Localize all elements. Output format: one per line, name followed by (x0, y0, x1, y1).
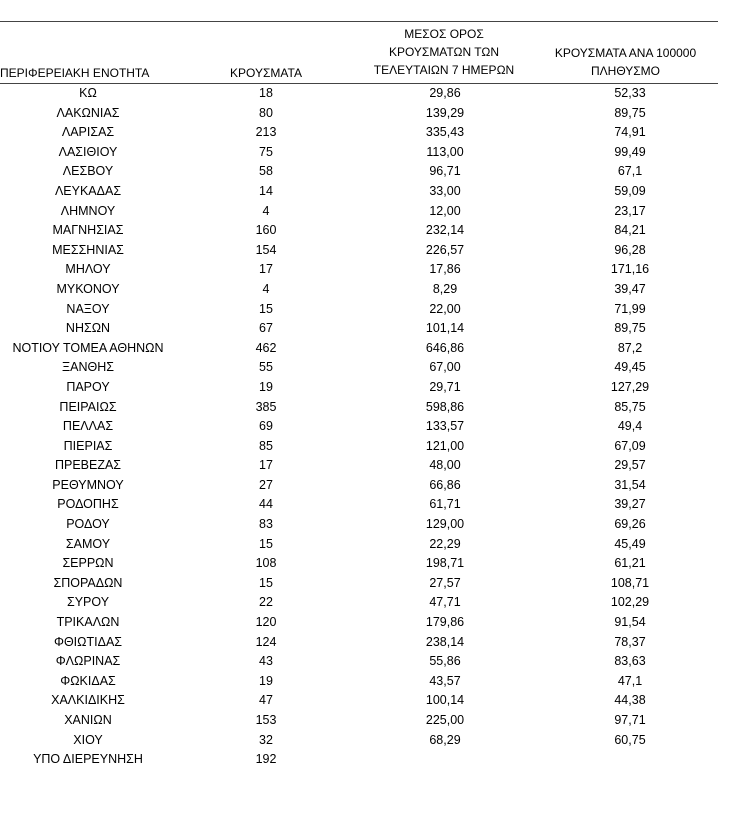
cell-7day-average: 226,57 (425, 242, 465, 257)
cell-cases: 55 (259, 360, 273, 375)
header-7day-average-line: ΤΕΛΕΥΤΑΙΩΝ 7 ΗΜΕΡΩΝ (373, 63, 515, 77)
cell-region: ΠΑΡΟΥ (66, 379, 110, 394)
cell-7day-average: 48,00 (429, 458, 461, 473)
cell-7day-average: 646,86 (425, 340, 465, 355)
cell-per-100k: 89,75 (614, 105, 646, 120)
cell-cases: 153 (255, 713, 277, 727)
cell-per-100k: 171,16 (610, 262, 650, 277)
cell-7day-average: 43,57 (429, 673, 461, 688)
cell-7day-average: 29,71 (429, 379, 461, 394)
cell-cases: 32 (259, 732, 273, 747)
cell-region: ΚΩ (79, 86, 97, 100)
cell-cases: 14 (259, 183, 273, 198)
table-row (0, 750, 734, 770)
cell-7day-average: 17,86 (429, 262, 461, 277)
table-row (0, 574, 734, 594)
cell-region: ΡΟΔΟΠΗΣ (57, 497, 119, 512)
cell-region: ΧΑΝΙΩΝ (64, 713, 112, 727)
cell-region: ΥΠΟ ΔΙΕΡΕΥΝΗΣΗ (33, 752, 143, 767)
table-row (0, 182, 734, 202)
cell-region: ΛΑΣΙΘΙΟΥ (58, 144, 118, 159)
cell-cases: 4 (262, 281, 270, 296)
cell-per-100k: 87,2 (617, 340, 643, 355)
cell-cases: 120 (255, 615, 277, 630)
cell-7day-average: 129,00 (425, 517, 465, 532)
header-7day-average-line: ΜΕΣΟΣ ΟΡΟΣ (404, 27, 484, 41)
table-row (0, 535, 734, 555)
table-row (0, 672, 734, 692)
cell-cases: 75 (259, 144, 273, 159)
cell-region: ΜΕΣΣΗΝΙΑΣ (52, 242, 124, 257)
cell-7day-average: 335,43 (425, 125, 465, 140)
cell-per-100k: 67,1 (617, 164, 643, 179)
cell-region: ΣΠΟΡΑΔΩΝ (53, 575, 123, 590)
header-per-100k (533, 44, 718, 80)
cell-7day-average: 33,00 (429, 183, 461, 198)
cell-region: ΞΑΝΘΗΣ (62, 360, 114, 375)
table-row (0, 260, 734, 280)
table-row (0, 300, 734, 320)
cell-per-100k: 69,26 (614, 517, 646, 532)
cell-region: ΦΛΩΡΙΝΑΣ (55, 654, 121, 669)
cell-per-100k: 67,09 (614, 438, 646, 453)
cell-per-100k: 47,1 (617, 673, 643, 688)
cell-cases: 17 (259, 262, 273, 277)
cell-7day-average: 8,29 (432, 281, 458, 296)
cell-per-100k: 83,63 (614, 654, 646, 669)
table-row (0, 495, 734, 515)
cell-region: ΤΡΙΚΑΛΩΝ (56, 615, 120, 630)
header-7day-average (360, 25, 528, 79)
cell-per-100k: 39,47 (614, 281, 646, 296)
table-row (0, 319, 734, 339)
cell-7day-average: 238,14 (425, 634, 465, 649)
cell-cases: 15 (259, 536, 273, 551)
cell-region: ΛΕΣΒΟΥ (62, 164, 114, 179)
cell-cases: 124 (255, 634, 277, 649)
cell-region: ΜΗΛΟΥ (65, 262, 111, 277)
table-row (0, 691, 734, 711)
cell-7day-average: 67,00 (429, 360, 461, 375)
cell-cases: 154 (255, 242, 277, 257)
cell-7day-average: 198,71 (425, 556, 465, 571)
cell-region: ΣΥΡΟΥ (66, 595, 110, 610)
cell-region: ΠΡΕΒΕΖΑΣ (54, 458, 122, 473)
header-cases: ΚΡΟΥΣΜΑΤΑ (230, 66, 302, 80)
header-per-100k-line: ΚΡΟΥΣΜΑΤΑ ΑΝΑ 100000 (554, 46, 697, 60)
table-row (0, 593, 734, 613)
cell-per-100k: 31,54 (614, 477, 646, 492)
cell-7day-average: 22,29 (429, 536, 461, 551)
cell-per-100k: 44,38 (614, 693, 646, 708)
header-per-100k-line: ΠΛΗΘΥΣΜΟ (590, 64, 661, 78)
table-row (0, 515, 734, 535)
cell-region: ΛΕΥΚΑΔΑΣ (54, 183, 122, 198)
cell-region: ΡΕΘΥΜΝΟΥ (52, 477, 124, 492)
cell-per-100k: 84,21 (614, 223, 646, 238)
cell-cases: 43 (259, 654, 273, 669)
cell-cases: 22 (259, 595, 273, 610)
cell-per-100k: 52,33 (614, 86, 646, 100)
cell-7day-average: 225,00 (425, 713, 465, 727)
cell-region: ΧΙΟΥ (73, 732, 103, 747)
cell-region: ΧΑΛΚΙΔΙΚΗΣ (51, 693, 125, 708)
cell-cases: 160 (255, 223, 277, 238)
cell-7day-average: 68,29 (429, 732, 461, 747)
table-row (0, 241, 734, 261)
header-region: ΠΕΡΙΦΕΡΕΙΑΚΗ ΕΝΟΤΗΤΑ (0, 66, 150, 80)
cell-cases: 67 (259, 321, 273, 336)
table-row (0, 221, 734, 241)
cell-per-100k: 127,29 (610, 379, 650, 394)
table-row (0, 633, 734, 653)
cell-region: ΠΙΕΡΙΑΣ (63, 438, 113, 453)
table-row (0, 202, 734, 222)
table-row (0, 143, 734, 163)
cell-cases: 108 (255, 556, 277, 571)
table-body (0, 84, 734, 770)
cell-cases: 27 (259, 477, 273, 492)
table-row (0, 104, 734, 124)
cell-7day-average: 66,86 (429, 477, 461, 492)
header-7day-average-line: ΚΡΟΥΣΜΑΤΩΝ ΤΩΝ (388, 45, 500, 59)
cell-7day-average: 61,71 (429, 497, 461, 512)
cell-per-100k: 61,21 (614, 556, 646, 571)
cell-region: ΦΘΙΩΤΙΔΑΣ (53, 634, 123, 649)
cell-region: ΛΑΚΩΝΙΑΣ (56, 105, 120, 120)
cell-per-100k: 71,99 (614, 301, 646, 316)
cell-per-100k: 96,28 (614, 242, 646, 257)
cell-per-100k: 23,17 (614, 203, 646, 218)
cell-cases: 192 (255, 752, 277, 767)
cell-per-100k: 91,54 (614, 615, 646, 630)
cell-cases: 17 (259, 458, 273, 473)
cell-cases: 18 (259, 86, 273, 100)
cell-cases: 83 (259, 517, 273, 532)
cell-cases: 19 (259, 673, 273, 688)
table-row (0, 554, 734, 574)
cell-7day-average: 22,00 (429, 301, 461, 316)
cell-region: ΛΗΜΝΟΥ (60, 203, 116, 218)
cell-per-100k: 89,75 (614, 321, 646, 336)
cell-cases: 80 (259, 105, 273, 120)
cell-cases: 19 (259, 379, 273, 394)
cell-region: ΠΕΙΡΑΙΩΣ (59, 399, 117, 414)
cell-per-100k: 99,49 (614, 144, 646, 159)
cell-per-100k: 29,57 (614, 458, 646, 473)
cell-per-100k: 59,09 (614, 183, 646, 198)
cell-7day-average: 47,71 (429, 595, 461, 610)
cell-per-100k: 60,75 (614, 732, 646, 747)
cell-region: ΣΕΡΡΩΝ (62, 556, 114, 571)
cell-per-100k: 49,45 (614, 360, 646, 375)
cell-region: ΝΟΤΙΟΥ ΤΟΜΕΑ ΑΘΗΝΩΝ (12, 340, 164, 355)
table-row (0, 456, 734, 476)
cell-per-100k: 74,91 (614, 125, 646, 140)
cell-cases: 15 (259, 301, 273, 316)
cell-7day-average: 55,86 (429, 654, 461, 669)
cell-cases: 4 (262, 203, 270, 218)
cell-7day-average: 101,14 (425, 321, 465, 336)
cell-per-100k: 85,75 (614, 399, 646, 414)
cell-per-100k: 97,71 (614, 713, 646, 727)
cell-region: ΛΑΡΙΣΑΣ (61, 125, 115, 140)
table-row (0, 84, 734, 104)
cell-region: ΦΩΚΙΔΑΣ (60, 673, 116, 688)
cell-region: ΜΑΓΝΗΣΙΑΣ (52, 223, 124, 238)
table-row (0, 378, 734, 398)
cell-per-100k: 108,71 (610, 575, 650, 590)
cell-cases: 385 (255, 399, 277, 414)
table-row (0, 731, 734, 751)
cell-7day-average: 27,57 (429, 575, 461, 590)
cell-cases: 213 (255, 125, 277, 140)
table-row (0, 339, 734, 359)
cell-per-100k: 39,27 (614, 497, 646, 512)
cell-region: ΝΗΣΩΝ (65, 321, 111, 336)
cell-7day-average: 232,14 (425, 223, 465, 238)
cell-cases: 15 (259, 575, 273, 590)
cell-cases: 69 (259, 419, 273, 434)
cell-region: ΜΥΚΟΝΟΥ (56, 281, 120, 296)
cell-7day-average: 139,29 (425, 105, 465, 120)
table-row (0, 358, 734, 378)
cell-7day-average: 598,86 (425, 399, 465, 414)
cell-7day-average: 133,57 (425, 419, 465, 434)
table-row (0, 711, 734, 731)
table-row (0, 280, 734, 300)
table-row (0, 162, 734, 182)
table-row (0, 613, 734, 633)
cell-per-100k: 78,37 (614, 634, 646, 649)
cell-region: ΡΟΔΟΥ (66, 517, 110, 532)
table-row (0, 437, 734, 457)
cell-7day-average: 29,86 (429, 86, 461, 100)
cell-per-100k: 49,4 (617, 419, 643, 434)
table-row (0, 123, 734, 143)
cell-7day-average: 179,86 (425, 615, 465, 630)
table-row (0, 652, 734, 672)
cell-7day-average: 12,00 (429, 203, 461, 218)
cell-region: ΝΑΞΟΥ (66, 301, 110, 316)
cell-cases: 85 (259, 438, 273, 453)
cell-region: ΣΑΜΟΥ (65, 536, 111, 551)
cell-7day-average: 113,00 (426, 144, 464, 159)
cell-7day-average: 96,71 (429, 164, 461, 179)
table-row (0, 398, 734, 418)
cell-region: ΠΕΛΛΑΣ (62, 419, 114, 434)
table-row (0, 476, 734, 496)
cell-per-100k: 102,29 (610, 595, 650, 610)
table-top-rule (0, 21, 718, 22)
cell-cases: 58 (259, 164, 273, 179)
cell-per-100k: 45,49 (614, 536, 646, 551)
cell-7day-average: 121,00 (425, 438, 465, 453)
cell-cases: 47 (259, 693, 273, 708)
table-row (0, 417, 734, 437)
cell-cases: 462 (255, 340, 277, 355)
cell-cases: 44 (259, 497, 273, 512)
cell-7day-average: 100,14 (425, 693, 465, 708)
